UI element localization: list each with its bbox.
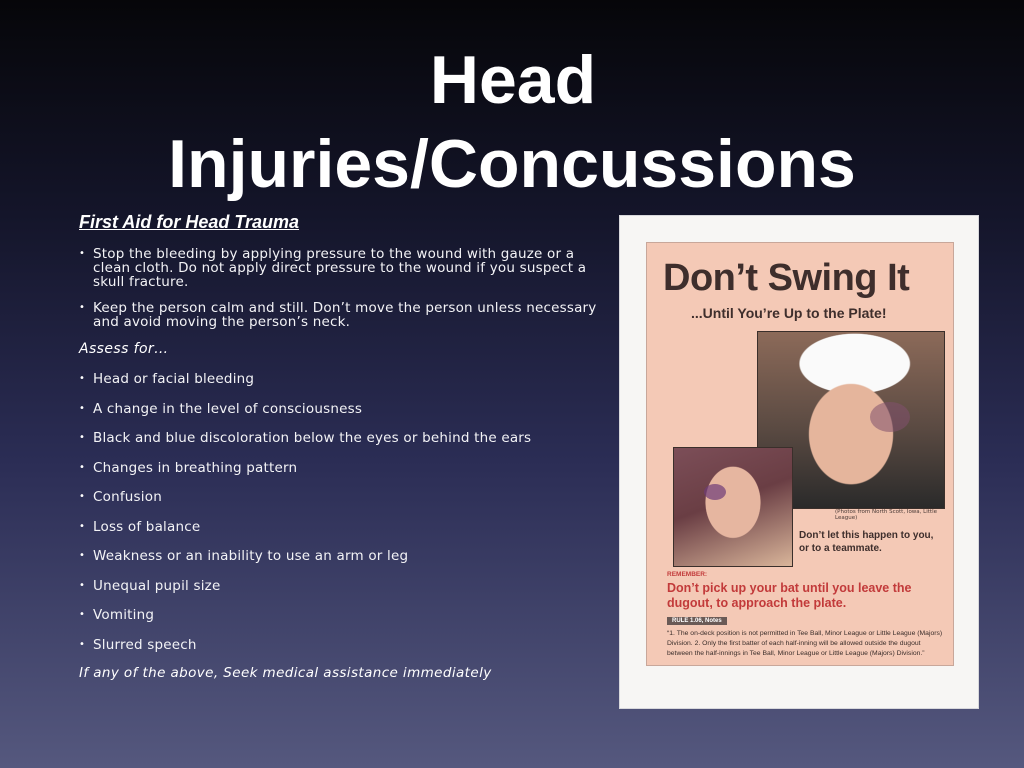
slide-body (79, 212, 599, 681)
closing-note: If any of the above, Seek medical assistance immediately (79, 665, 492, 681)
list-item: • Loss of balance (79, 520, 599, 534)
list-item: • Unequal pupil size (79, 579, 599, 593)
list-item: • Weakness or an inability to use an arm or leg (79, 549, 599, 563)
list-item: • Head or facial bleeding (79, 372, 599, 386)
photo-injured-child-black-eye (673, 447, 793, 567)
photo-credit: (Photos from North Scott, Iowa, Little League) (835, 509, 937, 521)
title-line-2: Injuries/Concussions (168, 126, 856, 202)
safety-poster-image (620, 216, 978, 708)
poster-warning: Don’t let this happen to you, or to a teammate. (799, 530, 934, 554)
list-item: • Vomiting (79, 608, 599, 622)
list-item: • Confusion (79, 490, 599, 504)
poster-page (646, 242, 954, 666)
poster-title: Don’t Swing It (663, 257, 910, 299)
list-item: • A change in the level of consciousness (79, 402, 599, 416)
assess-label: Assess for… (79, 341, 169, 357)
assess-list (79, 372, 599, 652)
list-item: • Black and blue discoloration below the eyes or behind the ears (79, 431, 599, 445)
rule-text: “1. The on-deck position is not permitted in Tee Ball, Minor League or Little League (Majors) Division. 2. Only the first batter of each half-inning will be allowed outside the dugout between the half-innings in Tee Ball, Minor League or Little League (Majors) Division.” (667, 630, 943, 657)
list-item: • Slurred speech (79, 638, 599, 652)
remember-text: Don’t pick up your bat until you leave the dugout, to approach the plate. (667, 581, 912, 610)
rule-label: RULE 1.06, Notes (667, 617, 727, 625)
photo-bruise (704, 484, 726, 500)
photo-bruise (870, 402, 910, 432)
list-item: • Stop the bleeding by applying pressure to the wound with gauze or a clean cloth. Do not apply direct pressure to the wound if you suspect a skull fracture. (79, 247, 599, 289)
list-item: • Keep the person calm and still. Don’t move the person unless necessary and avoid moving the person’s neck. (79, 301, 599, 329)
first-aid-heading: First Aid for Head Trauma (79, 212, 300, 232)
first-aid-list (79, 247, 599, 329)
poster-side-text (651, 273, 661, 275)
title-line-1: Head (429, 42, 597, 118)
list-item: • Changes in breathing pattern (79, 461, 599, 475)
poster-subtitle: ...Until You’re Up to the Plate! (691, 305, 887, 321)
slide-title (0, 38, 1024, 206)
remember-label: REMEMBER: (667, 571, 708, 578)
